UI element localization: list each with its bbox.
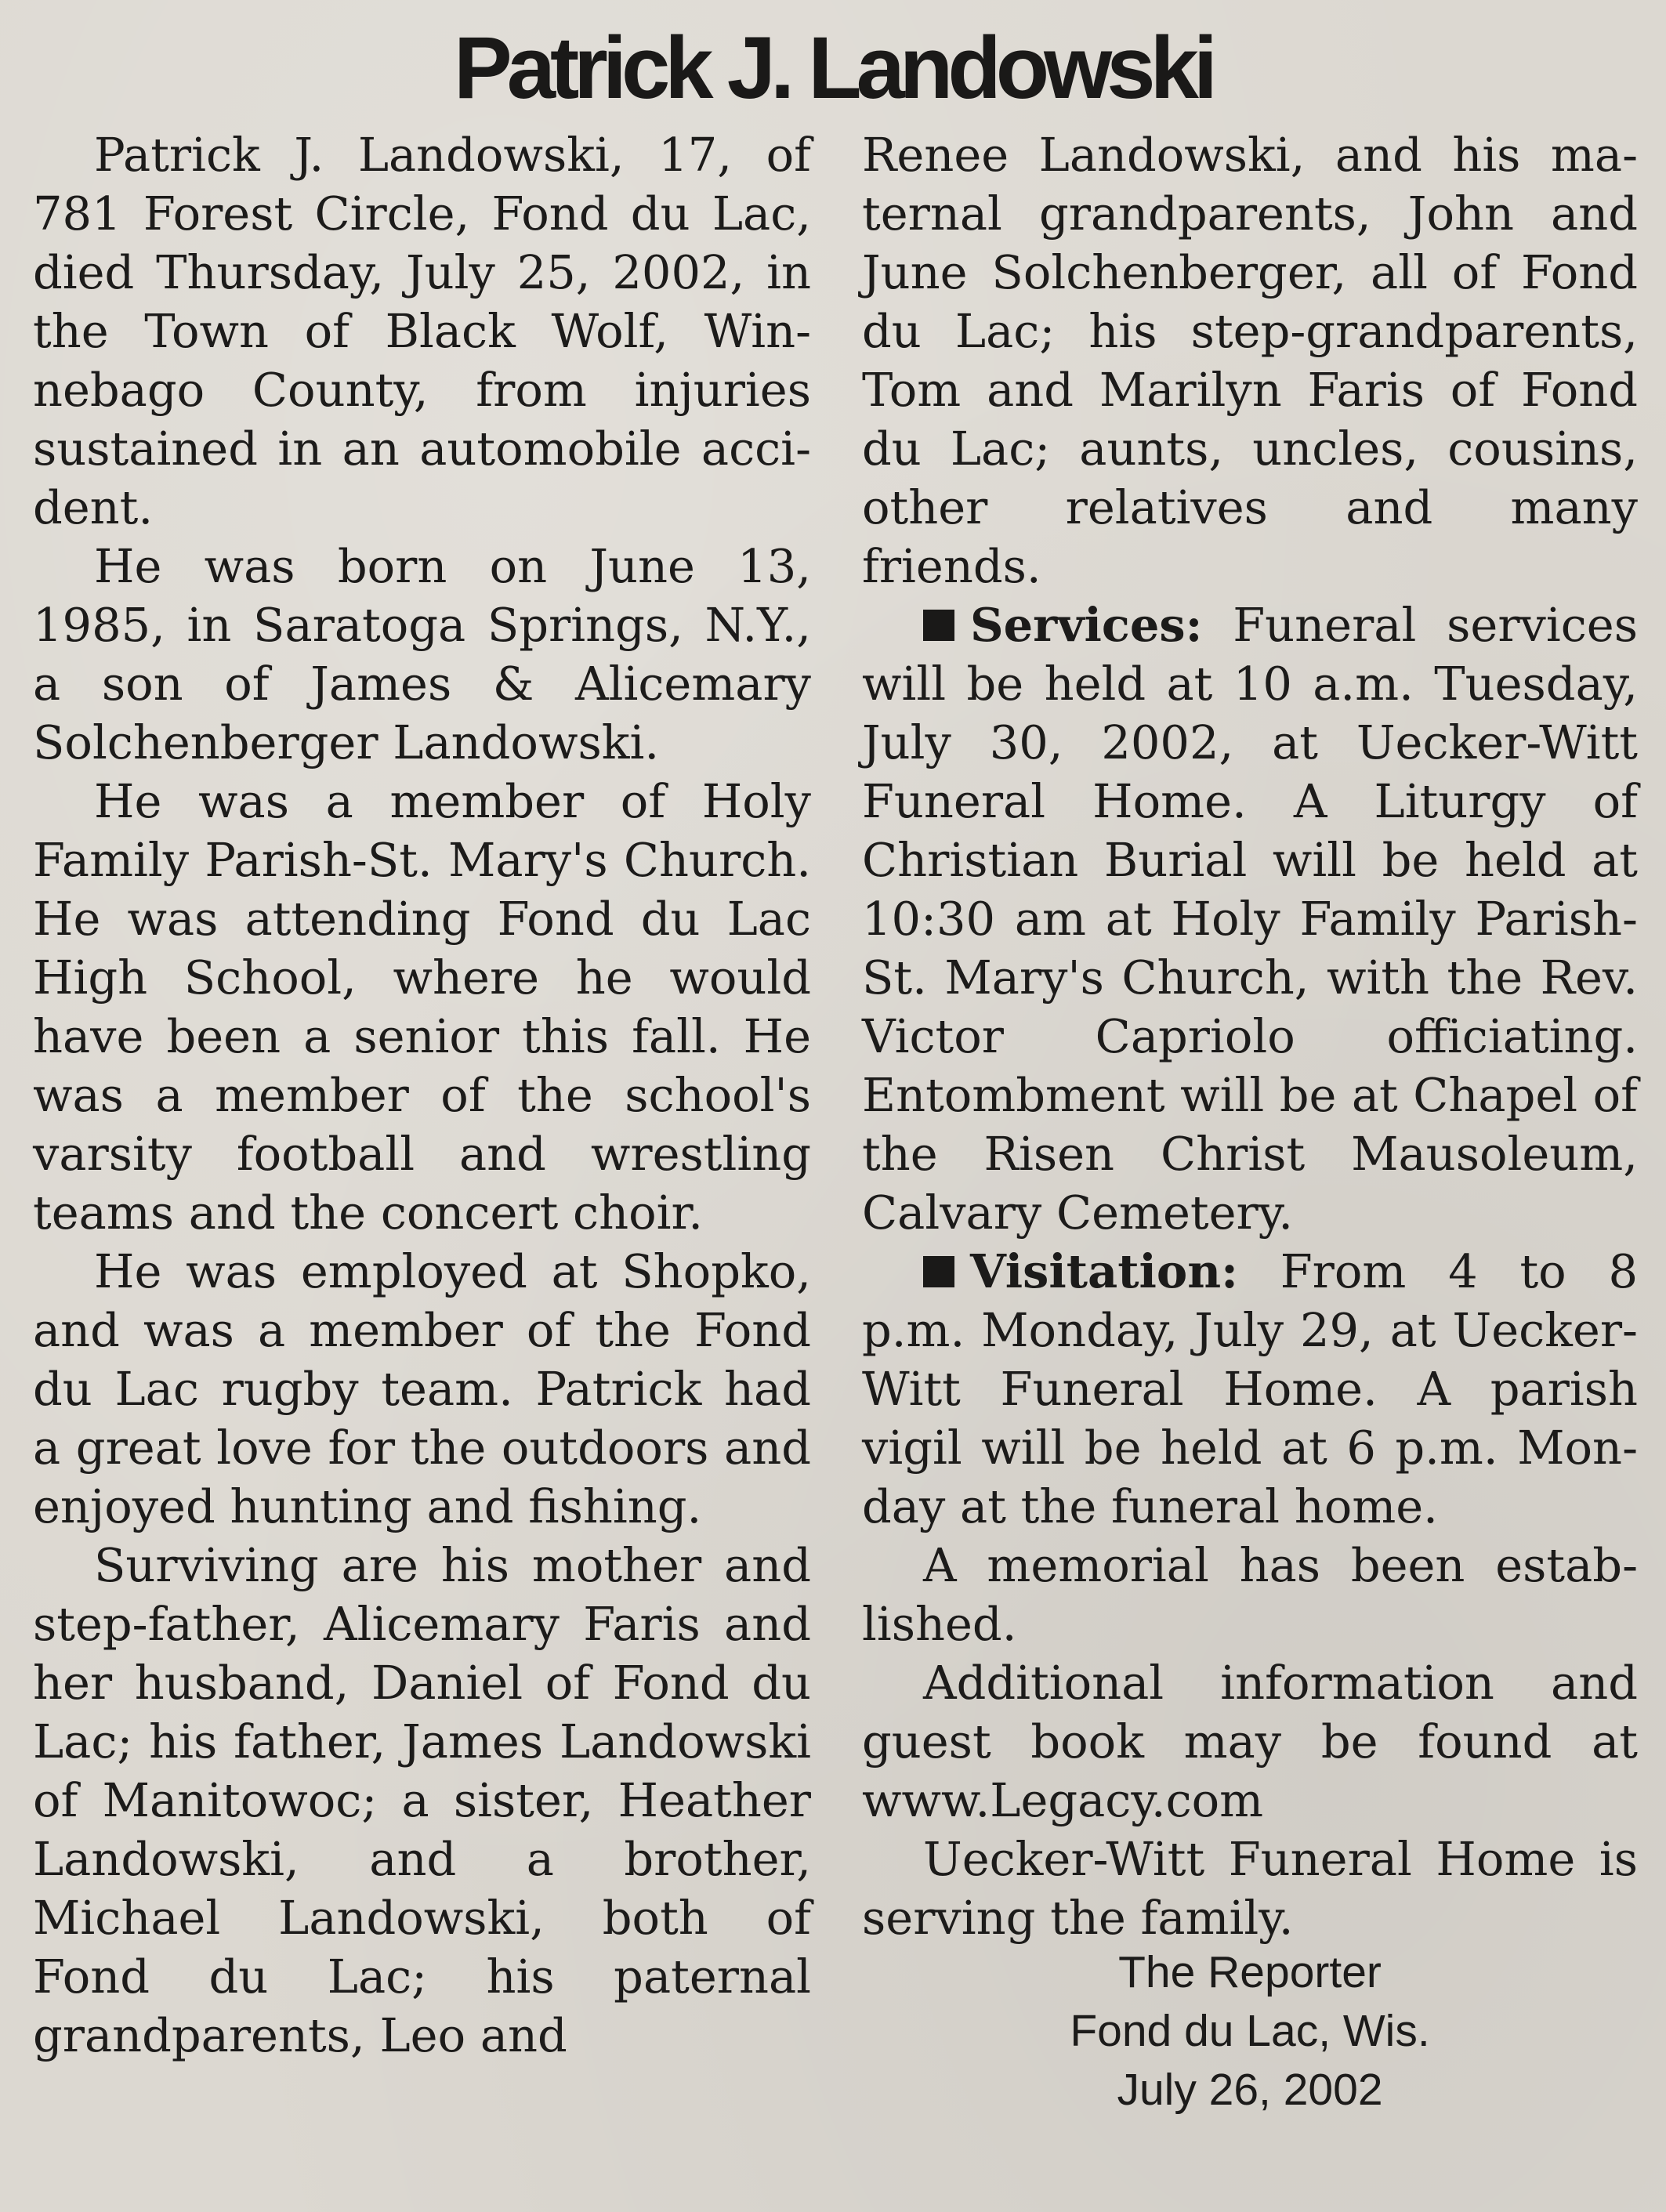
square-bullet-icon: [923, 1256, 954, 1287]
credit-publication: The Reporter: [1118, 1947, 1382, 1997]
left-column: [33, 125, 811, 2065]
paragraph-survivors: Surviving are his mother and step-father, Alicemary Faris and her husband, Daniel of Fond du Lac; his father, James Landowski of Manitowoc; a sister, Heather Landowski, and a brother, Michael Landowski, both of Fond du Lac; his paternal grandparents, Leo and: [33, 1538, 811, 2062]
paragraph-services: [862, 596, 1638, 1242]
credit-date: July 26, 2002: [1117, 2065, 1383, 2115]
paragraph-memorial: A memorial has been established.: [862, 1538, 1638, 1651]
paragraph-death-notice: Patrick J. Landowski, 17, of 781 Forest Circle, Fond du Lac, died Thursday, July 25, 2002, in the Town of Black Wolf, Winnebago County, from injuries sustained in an automobile accident.: [33, 128, 811, 534]
visitation-label: Visitation:: [970, 1244, 1238, 1298]
services-text: Funeral services will be held at 10 a.m. Tuesday, July 30, 2002, at Uecker-Witt Funeral Home. A Liturgy of Christian Burial will be held at 10:30 am at Holy Family Parish-St. Mary's Church, with the Rev. Victor Capriolo officiating. Entombment will be at Chapel of the Risen Christ Mausoleum, Calvary Cemetery.: [862, 598, 1638, 1240]
credit-location: Fond du Lac, Wis.: [1070, 2006, 1430, 2056]
paragraph-serving: Uecker-Witt Funeral Home is serving the family.: [862, 1832, 1638, 1945]
paragraph-school: He was a member of Holy Family Parish-St. Mary's Church. He was attending Fond du Lac High School, where he would have been a senior this fall. He was a member of the school's varsity football and wrestling teams and the concert choir.: [33, 774, 811, 1240]
paragraph-additional-info: Additional information and guest book may be found at www.Legacy.com: [862, 1656, 1638, 1827]
paragraph-employment: He was employed at Shopko, and was a member of the Fond du Lac rugby team. Patrick had a great love for the outdoors and enjoyed hunting and fishing.: [33, 1244, 811, 1533]
square-bullet-icon: [923, 610, 954, 641]
source-credit: [862, 1943, 1638, 2120]
services-label: Services:: [970, 598, 1203, 652]
paragraph-visitation: [862, 1242, 1638, 1536]
right-column: [862, 125, 1638, 1947]
paragraph-birth: He was born on June 13, 1985, in Saratoga Springs, N.Y., a son of James & Alicemary Solchenberger Landowski.: [33, 539, 811, 769]
visitation-text: From 4 to 8 p.m. Monday, July 29, at Uecker-Witt Funeral Home. A parish vigil will be held at 6 p.m. Monday at the funeral home.: [862, 1244, 1638, 1533]
paragraph-survivors-continued: Renee Landowski, and his maternal grandparents, John and June Solchenberger, all of Fond du Lac; his step-grandparents, Tom and Marilyn Faris of Fond du Lac; aunts, uncles, cousins, other relatives and many friends.: [862, 128, 1638, 593]
obituary-headline: Patrick J. Landowski: [454, 19, 1212, 117]
